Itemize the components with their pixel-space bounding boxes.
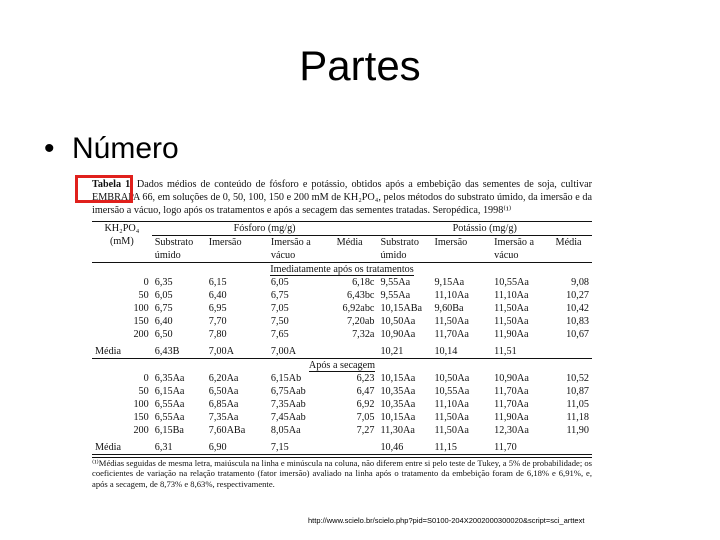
table-cell: 100 <box>133 399 149 410</box>
header-sub: Substrato úmido <box>380 237 419 261</box>
bullet-item <box>44 132 179 166</box>
table-cell: 6,75Aab <box>270 386 306 397</box>
table-cell: Média <box>95 346 122 357</box>
table-cell: 11,50Aa <box>434 425 469 436</box>
table-cell: 6,55Aa <box>154 399 185 410</box>
header-row-2 <box>92 236 592 263</box>
table-cell: Média <box>95 442 122 453</box>
table-cell: 6,23 <box>356 373 375 384</box>
table-cell: 11,18 <box>566 412 589 423</box>
table-cell: 6,20Aa <box>208 373 239 384</box>
table-cell: 11,90Aa <box>494 412 529 423</box>
table-cell: 6,35 <box>154 277 173 288</box>
number-highlight-box <box>75 175 133 203</box>
table-cell: 9,08 <box>571 277 589 288</box>
table-cell: 6,47 <box>356 386 375 397</box>
table-cell: 6,43B <box>154 346 180 357</box>
table-row <box>92 276 592 289</box>
table-cell: 6,75 <box>154 303 173 314</box>
table-cell: 11,50Aa <box>494 316 529 327</box>
table-cell: 7,05 <box>356 412 375 423</box>
bullet-text: Número <box>72 132 179 165</box>
table-cell: 11,90Aa <box>494 329 529 340</box>
table-row <box>92 398 592 411</box>
table-cell: 7,70 <box>208 316 227 327</box>
table-footnote: ⁽¹⁾Médias seguidas de mesma letra, maiúscula na linha e minúscula na coluna, não diferem entre si pelo teste de Tukey, a 5% de probabilidade; os coeficientes de variação na relação tratamento (fator imersão) avaliado na linha após o tratamento da embebição foram de 6,18% e 6,91%, e, após a secagem, de 8,73% e 8,63%, respectivamente. <box>92 458 592 489</box>
table-cell: 10,35Aa <box>380 386 416 397</box>
table-cell: 7,60ABa <box>208 425 246 436</box>
table-cell: 6,50Aa <box>208 386 239 397</box>
table-cell: 6,55Aa <box>154 412 185 423</box>
table-cell: 10,14 <box>434 346 458 357</box>
table-cell: 7,65 <box>270 329 289 340</box>
table-cell: 7,20ab <box>346 316 375 327</box>
table-cell: 6,15Ba <box>154 425 184 436</box>
table-row <box>92 328 592 341</box>
bullet-dot: • <box>44 132 55 165</box>
table-cell: 11,90 <box>566 425 589 436</box>
table-cell: 6,85Aa <box>208 399 239 410</box>
table-cell <box>322 345 378 359</box>
table-row <box>92 372 592 385</box>
table-cell: 10,21 <box>380 346 404 357</box>
caption-label: Tabela 1. <box>92 179 133 190</box>
header-sub: Imersão a vácuo <box>270 237 311 261</box>
table-cell: 0 <box>143 373 149 384</box>
table-cell: 6,05 <box>270 277 289 288</box>
table-cell: 0 <box>143 277 149 288</box>
table-cell: 50 <box>138 290 149 301</box>
table-cell: 11,70Aa <box>494 386 529 397</box>
table-cell: 7,50 <box>270 316 289 327</box>
table-cell: 9,15Aa <box>434 277 465 288</box>
table-cell: 11,30Aa <box>380 425 415 436</box>
table-cell: 6,75 <box>270 290 289 301</box>
table-cell: 11,10Aa <box>434 290 469 301</box>
table-cell: 6,40 <box>154 316 173 327</box>
table-cell: 7,00A <box>270 346 297 357</box>
table-cell: 200 <box>133 425 149 436</box>
table-cell: 10,50Aa <box>380 316 416 327</box>
table-cell: 11,15 <box>434 442 457 453</box>
table-cell: 6,15Aa <box>154 386 185 397</box>
table-cell: 7,35Aa <box>208 412 239 423</box>
mean-row <box>92 441 592 455</box>
header-sub: Imersão <box>434 237 468 248</box>
table-row <box>92 385 592 398</box>
table-cell: 7,00A <box>208 346 234 357</box>
table-cell: 50 <box>138 386 149 397</box>
table-cell: 7,32a <box>352 329 375 340</box>
mean-row <box>92 345 592 359</box>
table-document <box>92 178 592 489</box>
table-caption <box>92 178 592 217</box>
header-row-1 <box>92 222 592 236</box>
table-cell: 11,10Aa <box>494 290 529 301</box>
table-cell: 8,05Aa <box>270 425 301 436</box>
data-table <box>92 221 592 455</box>
table-cell: 6,40 <box>208 290 227 301</box>
table-cell <box>545 441 592 455</box>
table-cell: 100 <box>133 303 149 314</box>
table-cell: 10,15Aa <box>380 373 416 384</box>
table-row <box>92 424 592 437</box>
table-cell: 10,50Aa <box>434 373 470 384</box>
table-cell: 200 <box>133 329 149 340</box>
table-cell: 10,46 <box>380 442 404 453</box>
table-cell: 10,42 <box>566 303 589 314</box>
header-potassium: Potássio (mg/g) <box>377 222 592 236</box>
table-cell: 11,05 <box>566 399 589 410</box>
table-cell <box>545 345 592 359</box>
table-row <box>92 302 592 315</box>
table-cell: 6,31 <box>154 442 173 453</box>
table-cell: 10,90Aa <box>380 329 416 340</box>
header-phosphorus: Fósforo (mg/g) <box>152 222 378 236</box>
table-cell: 6,92 <box>356 399 375 410</box>
table-cell: 11,50Aa <box>494 303 529 314</box>
table-cell: 6,50 <box>154 329 173 340</box>
table-cell: 7,27 <box>356 425 375 436</box>
table-cell: 150 <box>133 316 149 327</box>
section-immediately-after-label: Imediatamente após os tratamentos <box>270 264 414 275</box>
table-cell: 9,55Aa <box>380 290 411 301</box>
table-cell: 6,95 <box>208 303 227 314</box>
table-cell: 11,70Aa <box>494 399 529 410</box>
table-cell: 11,10Aa <box>434 399 469 410</box>
table-cell: 11,51 <box>494 346 517 357</box>
table-cell: 11,70 <box>494 442 517 453</box>
table-cell: 10,35Aa <box>380 399 416 410</box>
section-after-drying <box>92 359 592 373</box>
table-cell: 7,45Aab <box>270 412 306 423</box>
table-cell: 11,50Aa <box>434 316 469 327</box>
table-cell: 7,05 <box>270 303 289 314</box>
table-cell: 10,15Aa <box>380 412 416 423</box>
table-cell: 6,18c <box>352 277 375 288</box>
table-cell: 10,83 <box>566 316 589 327</box>
table-cell: 9,55Aa <box>380 277 411 288</box>
table-cell: 9,60Ba <box>434 303 464 314</box>
slide-title: Partes <box>299 42 421 89</box>
table-cell: 12,30Aa <box>494 425 529 436</box>
table-row <box>92 315 592 328</box>
section-after-drying-label: Após a secagem <box>308 360 376 371</box>
table-cell: 6,35Aa <box>154 373 185 384</box>
table-cell: 7,80 <box>208 329 227 340</box>
table-cell: 11,50Aa <box>434 412 469 423</box>
table-cell: 11,70Aa <box>434 329 469 340</box>
table-cell: 10,55Aa <box>494 277 529 288</box>
header-sub: Imersão <box>208 237 242 248</box>
header-kh2po4: KH₂PO₄ (mM) <box>104 223 140 247</box>
table-cell <box>322 441 378 455</box>
table-cell: 6,90 <box>208 442 227 453</box>
header-sub: Substrato úmido <box>154 237 194 261</box>
table-cell: 10,55Aa <box>434 386 470 397</box>
header-sub: Imersão a vácuo <box>494 237 535 261</box>
table-cell: 7,35Aab <box>270 399 306 410</box>
table-cell: 10,52 <box>566 373 589 384</box>
table-row <box>92 411 592 424</box>
table-cell: 150 <box>133 412 149 423</box>
header-sub: Média <box>555 237 582 248</box>
table-cell: 7,15 <box>270 442 289 453</box>
table-cell: 6,92abc <box>342 303 375 314</box>
table-cell: 6,43bc <box>346 290 375 301</box>
table-cell: 10,87 <box>566 386 589 397</box>
table-cell: 10,15ABa <box>380 303 423 314</box>
section-immediately-after <box>92 263 592 277</box>
table-cell: 6,05 <box>154 290 173 301</box>
table-cell: 10,27 <box>566 290 589 301</box>
header-sub: Média <box>336 237 363 248</box>
table-row <box>92 289 592 302</box>
source-url[interactable]: http://www.scielo.br/scielo.php?pid=S0100-204X2002000300020&script=sci_arttext <box>308 516 585 525</box>
table-cell: 6,15Ab <box>270 373 302 384</box>
table-cell: 6,15 <box>208 277 227 288</box>
table-cell: 10,67 <box>566 329 589 340</box>
table-cell: 10,90Aa <box>494 373 529 384</box>
caption-text: Dados médios de conteúdo de fósforo e potássio, obtidos após a embebição das sementes de soja, cultivar EMBRAPA 66, em soluções de 0, 50, 100, 150 e 200 mM de KH₂PO₄, pelos métodos do substrato úmido, da imersão e da imersão a vácuo, logo após os tratamentos e após a secagem das sementes tratadas. Seropédica, 1998⁽¹⁾ <box>92 179 593 216</box>
